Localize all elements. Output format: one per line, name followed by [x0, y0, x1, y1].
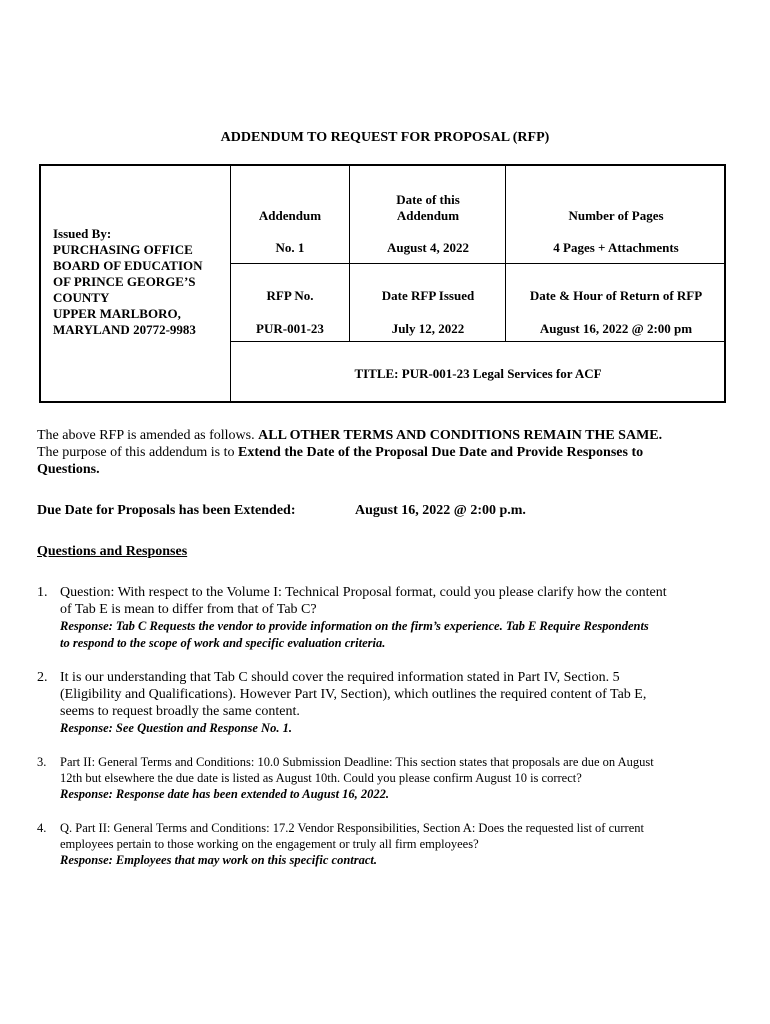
question-text: Part II: General Terms and Conditions: 10.0 Submission Deadline: This section states that proposals are due on August [60, 755, 654, 769]
response-text: Response: See Question and Response No. 1. [60, 721, 292, 735]
question-text: 12th but elsewhere the due date is listed as August 10th. Could you please confirm August 10 is correct? [60, 771, 582, 785]
return-label: Date & Hour of Return of RFP [529, 288, 703, 303]
addendum-label: Addendum [258, 208, 322, 223]
date-value: August 4, 2022 [387, 240, 469, 255]
issuer-line: COUNTY [53, 290, 110, 305]
pages-value: 4 Pages + Attachments [553, 240, 679, 255]
issuer-line: BOARD OF EDUCATION [53, 258, 203, 273]
table-divider [230, 263, 724, 264]
date-label: Addendum [396, 208, 460, 223]
intro-emphasis: ALL OTHER TERMS AND CONDITIONS REMAIN THE SAME. [258, 428, 663, 443]
list-item [37, 820, 737, 869]
return-value: August 16, 2022 @ 2:00 pm [539, 321, 693, 336]
intro-emphasis: Questions. [37, 462, 100, 477]
intro-emphasis: Extend the Date of the Proposal Due Date and Provide Responses to [238, 445, 644, 460]
rfp-value: PUR-001-23 [256, 321, 324, 336]
intro-text: The above RFP is amended as follows. [37, 428, 259, 443]
qa-heading: Questions and Responses [37, 544, 188, 559]
response-text: Response: Tab C Requests the vendor to provide information on the firm’s experience. Tab E Require Respondents [60, 619, 649, 633]
intro-text: The purpose of this addendum is to [37, 445, 239, 460]
question-text: Question: With respect to the Volume I: Technical Proposal format, could you please clarify how the content [60, 585, 667, 600]
rfp-title: TITLE: PUR-001-23 Legal Services for ACF [354, 366, 602, 381]
response-text: Response: Employees that may work on this specific contract. [60, 853, 378, 867]
date-label: Date of this [396, 192, 460, 207]
response-text: to respond to the scope of work and specific evaluation criteria. [60, 636, 386, 650]
question-number: 2. [37, 670, 48, 685]
question-number: 4. [37, 821, 47, 835]
issuer-line: MARYLAND 20772-9983 [53, 322, 196, 337]
list-item [37, 754, 737, 803]
issuer-line: UPPER MARLBORO, [53, 306, 181, 321]
due-date-value: August 16, 2022 @ 2:00 p.m. [355, 503, 526, 518]
question-text: (Eligibility and Qualifications). However Part IV, Section), which outlines the required content of Tab E, [60, 687, 647, 702]
question-text: It is our understanding that Tab C should cover the required information stated in Part IV, Section. 5 [60, 670, 620, 685]
issued-label: Date RFP Issued [381, 288, 475, 303]
list-item [37, 584, 737, 652]
pages-label: Number of Pages [568, 208, 664, 223]
page-title: ADDENDUM TO REQUEST FOR PROPOSAL (RFP) [220, 130, 550, 145]
question-text: seems to request broadly the same content. [60, 704, 300, 719]
issuer-line: OF PRINCE GEORGE’S [53, 274, 196, 289]
issuer-block [53, 226, 233, 338]
due-date-label: Due Date for Proposals has been Extended: [37, 503, 296, 518]
table-divider [230, 341, 724, 342]
question-number: 1. [37, 585, 48, 600]
addendum-value: No. 1 [275, 240, 305, 255]
response-text: Response: Response date has been extended to August 16, 2022. [60, 787, 390, 801]
question-text: Q. Part II: General Terms and Conditions: 17.2 Vendor Responsibilities, Section A: Does the requested list of current [60, 821, 644, 835]
question-text: of Tab E is mean to differ from that of Tab C? [60, 602, 317, 617]
question-number: 3. [37, 755, 47, 769]
question-text: employees pertain to those working on the engagement or truly all firm employees? [60, 837, 479, 851]
intro-paragraph [37, 427, 737, 478]
issuer-line: PURCHASING OFFICE [53, 242, 193, 257]
due-date-line [37, 502, 737, 519]
issuer-label: Issued By: [53, 226, 112, 241]
rfp-info-table [39, 164, 726, 403]
list-item [37, 669, 737, 737]
rfp-label: RFP No. [266, 288, 314, 303]
issued-value: July 12, 2022 [391, 321, 465, 336]
